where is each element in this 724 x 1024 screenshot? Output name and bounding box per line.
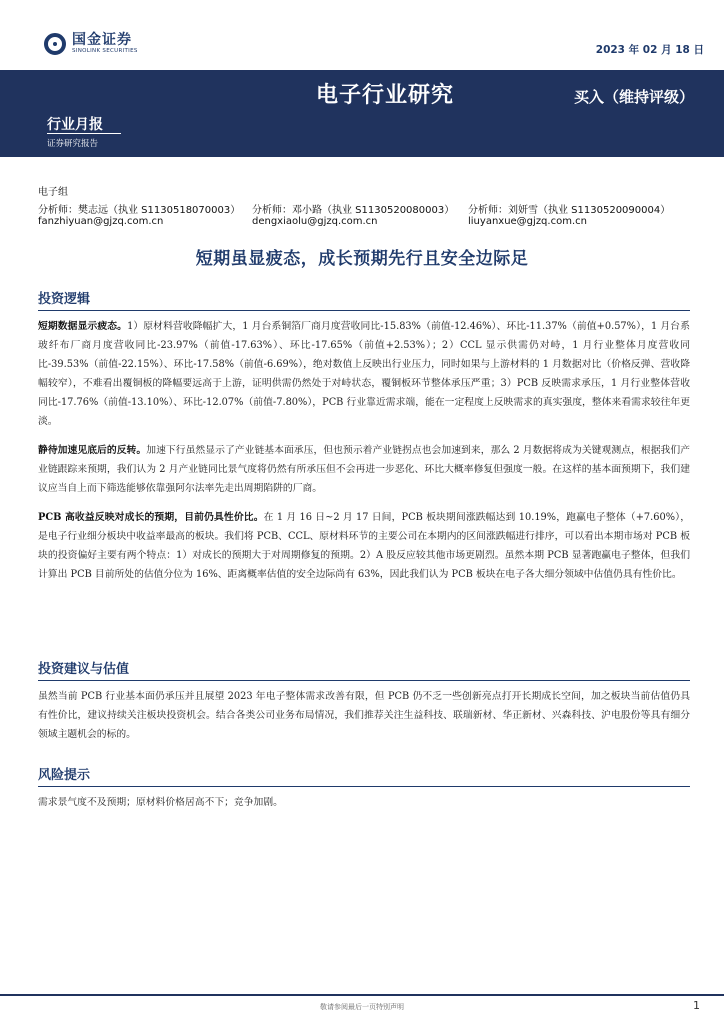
report-header [0, 0, 724, 157]
rating-label: 买入（维持评级） [574, 88, 695, 106]
logo-mark-icon [44, 33, 66, 55]
section-risk [38, 764, 690, 822]
footer-rule [0, 994, 724, 996]
analyst-line: 分析师：邓小路（执业 S1130520080003） [252, 205, 455, 216]
paragraph-text: 虽然当前 PCB 行业基本面仍承压并且展望 2023 年电子整体需求改善有限，但 PCB 仍不乏一些创新亮点打开长期成长空间，加之板块当前估值仍具有性价比，建议持续关注板块投资机会。结合各类公司业务布局情况，我们推荐关注生益科技、联瑞新材、华正新材、兴森科技、沪电股份等具有细分领域主题机会的标的。 [38, 691, 690, 740]
paragraph-text: 需求景气度不及预期；原材料价格居高不下；竞争加剧。 [38, 797, 283, 808]
company-logo [44, 33, 138, 55]
paragraph-text: 在 1 月 16 日~2 月 17 日间，PCB 板块期间涨跌幅达到 10.19%，跑赢电子整体（+7.60%），是电子行业细分板块中收益率最高的板块。我们将 PCB、CCL、原材料环节的主要公司在本期内的区间涨跌幅进行排序，可以看出本期市场对 PCB 板块的投资偏好主要有两个特点：1）对成长的预期大于对周期修复的预期。2）A 股反应较其他市场更剧烈。虽然本期 PCB 显著跑赢电子整体，但我们计算出 PCB 目前所处的估值分位为 16%、距离概率估值的安全边际尚有 63%，因此我们认为 PCB 板块在电子各大细分领域中估值仍具有性价比。 [38, 512, 690, 580]
paragraph [38, 441, 690, 498]
title-band [0, 70, 724, 157]
paragraph [38, 687, 690, 744]
analyst-email[interactable]: dengxiaolu@gjzq.com.cn [252, 216, 378, 227]
analyst-line: 分析师：樊志远（执业 S1130518070003） [38, 205, 241, 216]
report-date: 2023 年 02 月 18 日 [595, 44, 704, 56]
main-title: 电子行业研究 [316, 83, 455, 108]
paragraph-text: 1）原材料营收降幅扩大，1 月台系铜箔厂商月度营收同比-15.83%（前值-12.46%）、环比-11.37%（前值+0.57%），1 月台系玻纤布厂商月度营收同比-23.97%（前值-17.63%）、环比-17.65%（前值+2.53%）；2）CCL 显示供需仍对峙，1 月行业整体月度营收同比-39.53%（前值-22.15%）、环比-17.58%（前值-6.69%），绝对数值上反映出行业压力，同时如果与上游材料的 1 月数据对比（价格反弹、营收降幅较窄），不难看出覆铜板的降幅要远高于上游，证明供需仍然处于对峙状态，覆铜板环节整体承压严重；3）PCB 反映需求承压，1 月行业整体营收同比-17.76%（前值-13.10%）、环比-12.07%（前值-7.80%），PCB 行业靠近需求端，能在一定程度上反映需求的真实强度，整体来看需求较往年更淡。 [38, 321, 690, 427]
footer-disclaimer: 敬请参阅最后一页特别声明 [320, 1003, 404, 1011]
section-title: 风险提示 [38, 764, 690, 787]
analyst-email[interactable]: liuyanxue@gjzq.com.cn [468, 216, 587, 227]
report-headline: 短期虽显疲态，成长预期先行且安全边际足 [195, 249, 529, 269]
section-investment-logic [38, 288, 690, 594]
section-title: 投资建议与估值 [38, 658, 690, 681]
paragraph-lead: 短期数据显示疲态。 [38, 321, 128, 332]
paragraph [38, 793, 690, 812]
report-type: 行业月报 [47, 117, 103, 133]
analyst-group: 电子组 [38, 187, 68, 198]
analyst-line: 分析师：刘妍雪（执业 S1130520090004） [468, 205, 671, 216]
paragraph-lead: PCB 高收益反映对成长的预期，目前仍具性价比。 [38, 512, 264, 523]
section-title: 投资逻辑 [38, 288, 690, 311]
analyst-emails [38, 216, 698, 227]
analyst-email[interactable]: fanzhiyuan@gjzq.com.cn [38, 216, 164, 227]
section-recommendation [38, 658, 690, 754]
paragraph-lead: 静待加速见底后的反转。 [38, 445, 147, 456]
analyst-lines [38, 201, 698, 216]
report-subtitle: 证券研究报告 [47, 139, 99, 149]
analyst-block [38, 183, 698, 227]
paragraph-text: 加速下行虽然显示了产业链基本面承压，但也预示着产业链拐点也会加速到来，那么 2 月数据将成为关键观测点，根据我们产业链跟踪来预期，我们认为 2 月产业链同比景气度将仍然有所承压但不会再进一步恶化、环比大概率修复但强度一般。在这样的基本面预期下，我们建议应当自上而下筛选能够依靠强阿尔法率先走出周期陷阱的厂商。 [38, 445, 691, 494]
page-number: 1 [693, 999, 700, 1012]
paragraph [38, 508, 690, 584]
paragraph [38, 317, 690, 431]
logo-cn: 国金证券 [72, 32, 132, 49]
title-divider [47, 133, 121, 134]
logo-en: SINOLINK SECURITIES [72, 48, 138, 55]
